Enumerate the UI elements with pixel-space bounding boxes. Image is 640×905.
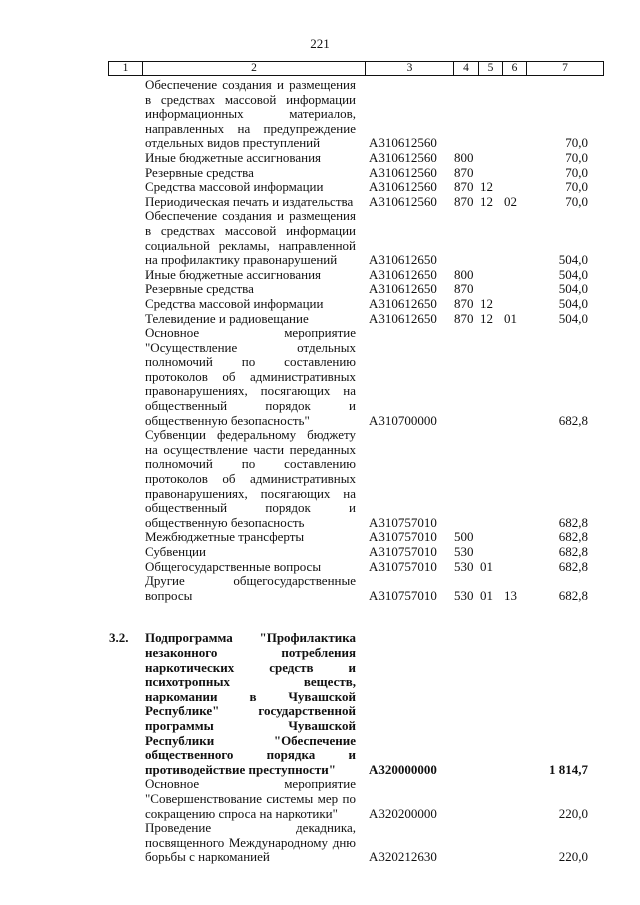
table-row [0,428,640,530]
row-amount: 682,8 [558,587,588,603]
table-row [0,195,640,210]
row-col-4: 800 [454,266,474,282]
row-name: Обеспечение создания и размещения в средствах массовой информации социальной рекламы, направленной на профилактику правонарушений [145,208,356,268]
table-row [0,560,640,575]
row-code: А320200000 [369,805,437,821]
row-col-5: 01 [480,558,493,574]
row-name: Иные бюджетные ассигнования [145,149,322,165]
row-code: А310757010 [369,544,437,559]
row-col-4: 530 [454,544,474,559]
row-code: А310757010 [369,529,437,545]
table-row [0,166,640,181]
row-amount: 504,0 [558,266,588,282]
table-body [0,78,640,865]
row-name: Средства массовой информации [145,179,324,195]
row-code: А310757010 [369,587,437,603]
row-amount: 70,0 [565,179,588,195]
row-code: А310612650 [369,310,437,326]
row-amount: 682,8 [558,544,588,559]
row-amount: 504,0 [558,310,588,326]
row-code: А310612560 [369,135,437,151]
row-col-4: 870 [454,179,474,195]
row-code: А310612650 [369,266,437,282]
row-amount: 682,8 [558,514,588,530]
row-name: Основное мероприятие "Осуществление отдельных полномочий по составлению протоколов об административных правонарушениях, посягающих на общественный порядок и общественную безопасность" [145,325,356,428]
row-col-4: 870 [454,164,474,180]
table-row [0,326,640,428]
row-name: Периодическая печать и издательства [145,193,354,209]
row-code: А310612650 [369,295,437,311]
row-col-5: 12 [480,193,493,209]
row-amount: 504,0 [558,281,588,297]
row-code: А320212630 [369,849,437,865]
row-code: А310757010 [369,558,437,574]
row-col-4: 870 [454,310,474,326]
table-row [0,282,640,297]
header-col-3: 3 [366,62,454,75]
table-row [0,545,640,560]
header-col-2: 2 [143,62,366,75]
row-name: Основное мероприятие "Совершенствование системы мер по сокращению спроса на наркотики" [145,776,356,821]
table-row [0,821,640,865]
row-code: А310612650 [369,252,437,268]
row-code: А310700000 [369,412,437,428]
row-code: А310612560 [369,164,437,180]
row-col-5: 12 [480,295,493,311]
header-col-1: 1 [109,62,143,75]
row-name: Иные бюджетные ассигнования [145,266,322,282]
row-amount: 504,0 [558,252,588,268]
table-row [0,312,640,327]
row-amount: 220,0 [558,805,588,821]
row-name: Другие общегосударственные вопросы [145,573,356,603]
table-row [0,209,640,267]
row-col-4: 870 [454,193,474,209]
header-col-7: 7 [562,62,568,74]
table-row [0,530,640,545]
row-col-4: 870 [454,281,474,297]
header-col-6: 6 [503,62,527,75]
row-amount: 70,0 [565,193,588,209]
row-col-4: 500 [454,529,474,545]
row-code: А310612650 [369,281,437,297]
row-name: Средства массовой информации [145,295,324,311]
row-col-6: 01 [504,310,517,326]
row-amount: 1 814,7 [549,761,588,777]
page-number: 221 [310,36,330,51]
row-code: А310612560 [369,149,437,165]
row-amount: 70,0 [565,135,588,151]
row-code: А310757010 [369,514,437,530]
table-row [0,180,640,195]
row-col-5: 01 [480,587,493,603]
row-col-4: 870 [454,295,474,311]
table-row [0,78,640,151]
row-amount: 682,8 [558,412,588,428]
row-col-4: 530 [454,587,474,603]
row-name: Резервные средства [145,164,254,180]
row-col-4: 800 [454,149,474,165]
row-name: Субвенции [145,544,206,559]
row-name: Подпрограмма "Профилактика незаконного потребления наркотических средств и психотропных веществ, наркомании в Чувашской Республике" государственной программы Чувашской Республики "Обеспечение общественного порядка и противодействие преступности" [145,630,356,777]
row-name: Субвенции федеральному бюджету на осуществление части переданных полномочий по составлению протоколов об административных правонарушениях, посягающих на общественный порядок и общественную безопасность [145,427,356,530]
row-col-6: 13 [504,587,517,603]
table-row [0,268,640,283]
row-col-4: 530 [454,558,474,574]
row-code: А310612560 [369,193,437,209]
row-col-5: 12 [480,310,493,326]
header-col-4: 4 [454,62,479,75]
row-code: А320000000 [369,761,437,777]
row-col-6: 02 [504,193,517,209]
table-row [0,777,640,821]
table-row [0,574,640,603]
subprogram-row [0,631,640,777]
table-row [0,297,640,312]
row-amount: 682,8 [558,558,588,574]
row-col-5: 12 [480,179,493,195]
row-name: Резервные средства [145,281,254,297]
row-amount: 70,0 [565,149,588,165]
row-name: Проведение декадника, посвященного Международному дню борьбы с наркоманией [145,820,356,865]
row-name: Общегосударственные вопросы [145,558,322,574]
row-number: 3.2. [109,630,129,646]
table-row [0,151,640,166]
row-name: Межбюджетные трансферты [145,529,305,545]
row-amount: 70,0 [565,164,588,180]
header-col-5: 5 [479,62,503,75]
row-amount: 682,8 [558,529,588,545]
row-name: Обеспечение создания и размещения в средствах массовой информации информационных материалов, направленных на предупреждение отдельных видов преступлений [145,77,356,151]
row-name: Телевидение и радиовещание [145,310,309,326]
row-amount: 504,0 [558,295,588,311]
table-header-row [108,61,604,76]
row-amount: 220,0 [558,849,588,865]
row-code: А310612560 [369,179,437,195]
